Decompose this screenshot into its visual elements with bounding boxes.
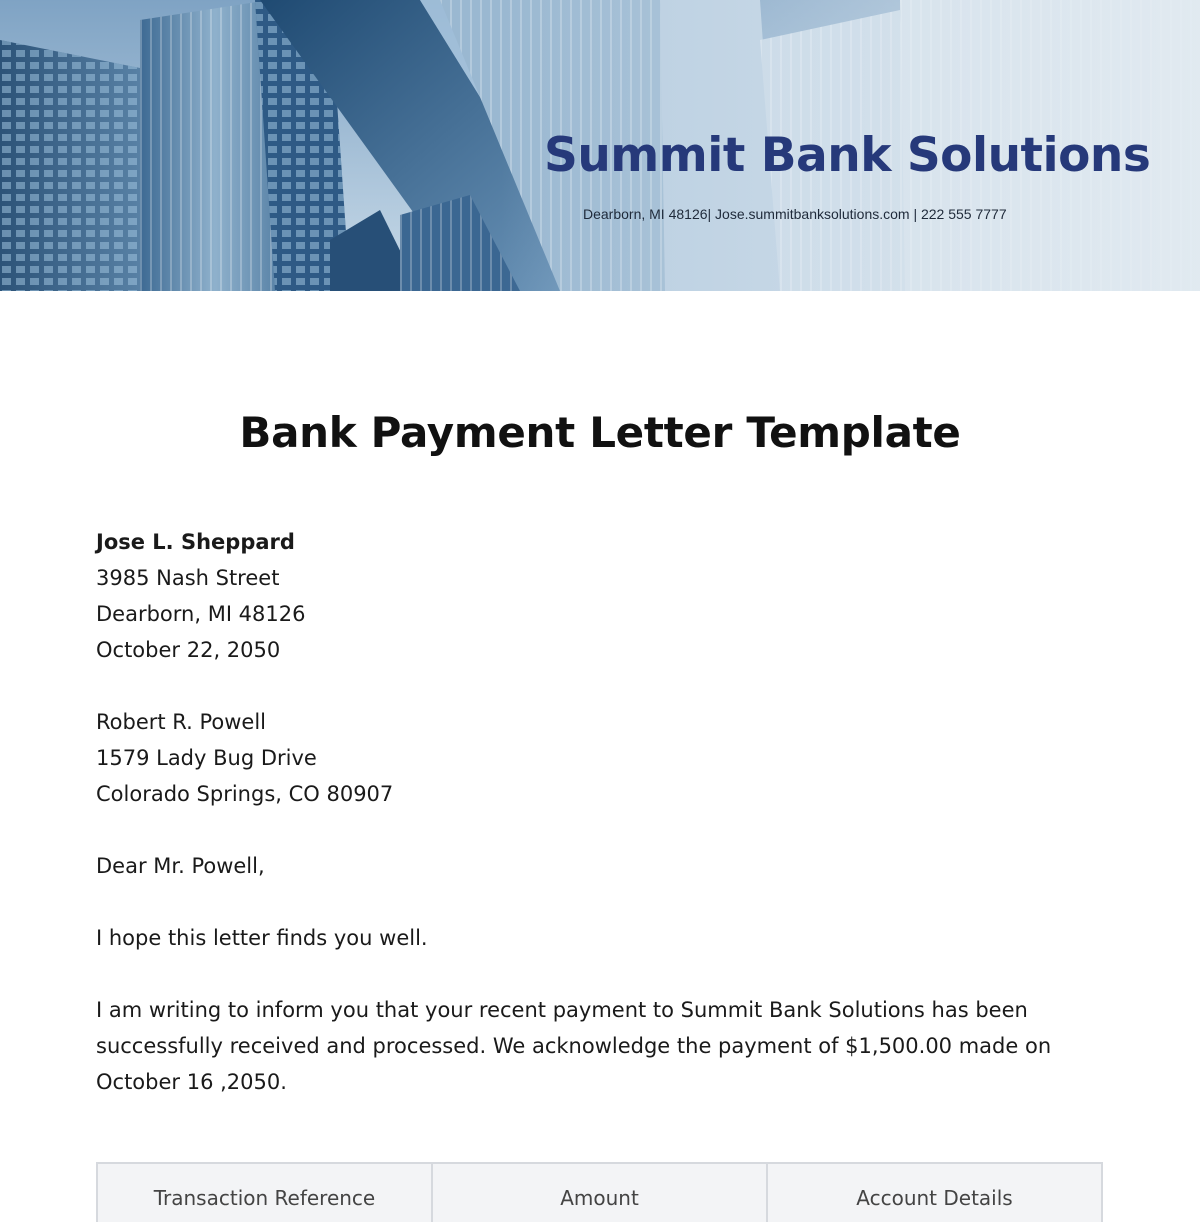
salutation: Dear Mr. Powell, <box>96 854 265 878</box>
document-title: Bank Payment Letter Template <box>239 408 961 457</box>
recipient-city: Colorado Springs, CO 80907 <box>96 782 394 806</box>
sender-street: 3985 Nash Street <box>96 566 280 590</box>
table-header-transaction-reference: Transaction Reference <box>98 1164 433 1222</box>
letter-date: October 22, 2050 <box>96 638 281 662</box>
recipient-street: 1579 Lady Bug Drive <box>96 746 317 770</box>
transaction-table <box>96 1162 1103 1222</box>
payment-paragraph: I am writing to inform you that your recent payment to Summit Bank Solutions has been successfully received and processed. We acknowledge the payment of $1,500.00 made on October 16 ,2050. <box>96 998 1052 1094</box>
bank-contact-info: Dearborn, MI 48126| Jose.summitbanksolutions.com | 222 555 7777 <box>583 206 1007 222</box>
sender-name: Jose L. Sheppard <box>96 530 295 554</box>
header-banner <box>0 0 1200 291</box>
sender-city: Dearborn, MI 48126 <box>96 602 306 626</box>
recipient-name: Robert R. Powell <box>96 710 267 734</box>
table-header-amount: Amount <box>433 1164 768 1222</box>
bank-name: Summit Bank Solutions <box>544 128 1151 183</box>
table-header-account-details: Account Details <box>856 1186 1013 1210</box>
opening-line: I hope this letter finds you well. <box>96 926 428 950</box>
